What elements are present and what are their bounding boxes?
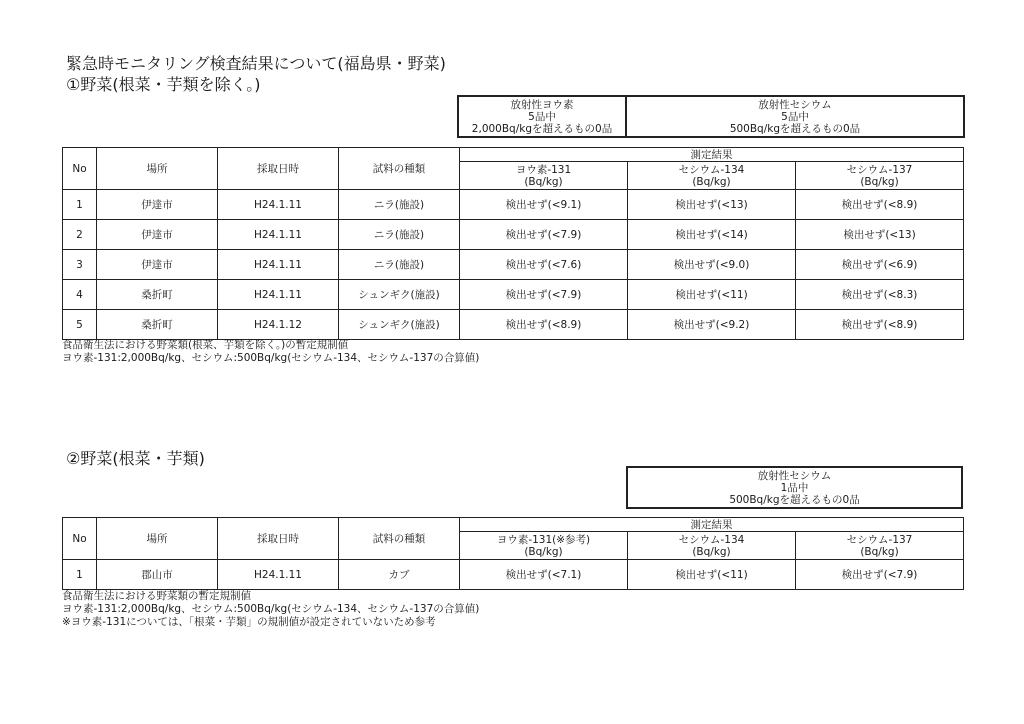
row-cesium137: 検出せず(<8.9) xyxy=(796,310,964,340)
table-row xyxy=(63,310,964,340)
row-cesium134: 検出せず(<13) xyxy=(628,190,796,220)
row-sample: ニラ(施設) xyxy=(339,250,460,280)
section1-summary-table xyxy=(457,95,965,138)
row-cesium137: 検出せず(<8.3) xyxy=(796,280,964,310)
section1-results-table xyxy=(62,147,964,340)
row-no: 4 xyxy=(63,280,97,310)
row-sample: ニラ(施設) xyxy=(339,190,460,220)
row-date: H24.1.11 xyxy=(218,250,339,280)
row-no: 1 xyxy=(63,560,97,590)
summary-cesium: 放射性セシウム 5品中 500Bq/kgを超えるもの0品 xyxy=(626,96,964,137)
summary-cesium: 放射性セシウム 1品中 500Bq/kgを超えるもの0品 xyxy=(627,467,962,508)
row-place: 伊達市 xyxy=(97,190,218,220)
header-place: 場所 xyxy=(97,518,218,560)
table-row xyxy=(63,250,964,280)
header-date: 採取日時 xyxy=(218,518,339,560)
row-sample: カブ xyxy=(339,560,460,590)
row-no: 3 xyxy=(63,250,97,280)
section2-summary-table xyxy=(626,466,963,509)
page-title: 緊急時モニタリング検査結果について(福島県・野菜) xyxy=(66,54,446,73)
header-place: 場所 xyxy=(97,148,218,190)
header-cesium134: セシウム-134 (Bq/kg) xyxy=(628,162,796,190)
header-group: 測定結果 xyxy=(460,148,964,162)
row-iodine131: 検出せず(<7.6) xyxy=(460,250,628,280)
section2-note-3: ※ヨウ素-131については、「根菜・芋類」の規制値が設定されていないため参考 xyxy=(62,616,436,628)
row-no: 1 xyxy=(63,190,97,220)
section1-heading: ①野菜(根菜・芋類を除く。) xyxy=(66,75,261,94)
row-iodine131: 検出せず(<7.1) xyxy=(460,560,628,590)
row-iodine131: 検出せず(<7.9) xyxy=(460,280,628,310)
table-row xyxy=(63,280,964,310)
header-cesium137: セシウム-137 (Bq/kg) xyxy=(796,532,964,560)
row-iodine131: 検出せず(<9.1) xyxy=(460,190,628,220)
section1-note-1: 食品衛生法における野菜類(根菜、芋類を除く。)の暫定規制値 xyxy=(62,339,349,351)
section1-note-2: ヨウ素-131:2,000Bq/kg、セシウム:500Bq/kg(セシウム-134、セシウム-137の合算値) xyxy=(62,352,480,364)
header-no: No xyxy=(63,518,97,560)
row-date: H24.1.12 xyxy=(218,310,339,340)
row-date: H24.1.11 xyxy=(218,280,339,310)
row-no: 2 xyxy=(63,220,97,250)
row-cesium137: 検出せず(<8.9) xyxy=(796,190,964,220)
row-sample: シュンギク(施設) xyxy=(339,310,460,340)
header-no: No xyxy=(63,148,97,190)
header-iodine131: ヨウ素-131 (Bq/kg) xyxy=(460,162,628,190)
row-place: 伊達市 xyxy=(97,220,218,250)
row-cesium134: 検出せず(<11) xyxy=(628,280,796,310)
row-place: 桑折町 xyxy=(97,280,218,310)
section2-note-1: 食品衛生法における野菜類の暫定規制値 xyxy=(62,590,251,602)
summary-iodine: 放射性ヨウ素 5品中 2,000Bq/kgを超えるもの0品 xyxy=(458,96,626,137)
header-group: 測定結果 xyxy=(460,518,964,532)
row-place: 伊達市 xyxy=(97,250,218,280)
row-cesium134: 検出せず(<9.0) xyxy=(628,250,796,280)
row-date: H24.1.11 xyxy=(218,220,339,250)
section2-note-2: ヨウ素-131:2,000Bq/kg、セシウム:500Bq/kg(セシウム-134、セシウム-137の合算値) xyxy=(62,603,480,615)
row-iodine131: 検出せず(<8.9) xyxy=(460,310,628,340)
row-sample: ニラ(施設) xyxy=(339,220,460,250)
section2-results-table xyxy=(62,517,964,590)
header-sample: 試料の種類 xyxy=(339,148,460,190)
table-row xyxy=(63,560,964,590)
header-date: 採取日時 xyxy=(218,148,339,190)
row-place: 郡山市 xyxy=(97,560,218,590)
header-sample: 試料の種類 xyxy=(339,518,460,560)
row-cesium137: 検出せず(<6.9) xyxy=(796,250,964,280)
row-cesium137: 検出せず(<7.9) xyxy=(796,560,964,590)
row-cesium134: 検出せず(<9.2) xyxy=(628,310,796,340)
header-cesium137: セシウム-137 (Bq/kg) xyxy=(796,162,964,190)
row-sample: シュンギク(施設) xyxy=(339,280,460,310)
row-no: 5 xyxy=(63,310,97,340)
row-place: 桑折町 xyxy=(97,310,218,340)
row-cesium134: 検出せず(<11) xyxy=(628,560,796,590)
table-row xyxy=(63,220,964,250)
header-cesium134: セシウム-134 (Bq/kg) xyxy=(628,532,796,560)
row-date: H24.1.11 xyxy=(218,190,339,220)
section2-heading: ②野菜(根菜・芋類) xyxy=(66,449,205,468)
row-date: H24.1.11 xyxy=(218,560,339,590)
row-cesium137: 検出せず(<13) xyxy=(796,220,964,250)
header-iodine131: ヨウ素-131(※参考) (Bq/kg) xyxy=(460,532,628,560)
row-iodine131: 検出せず(<7.9) xyxy=(460,220,628,250)
table-row xyxy=(63,190,964,220)
row-cesium134: 検出せず(<14) xyxy=(628,220,796,250)
